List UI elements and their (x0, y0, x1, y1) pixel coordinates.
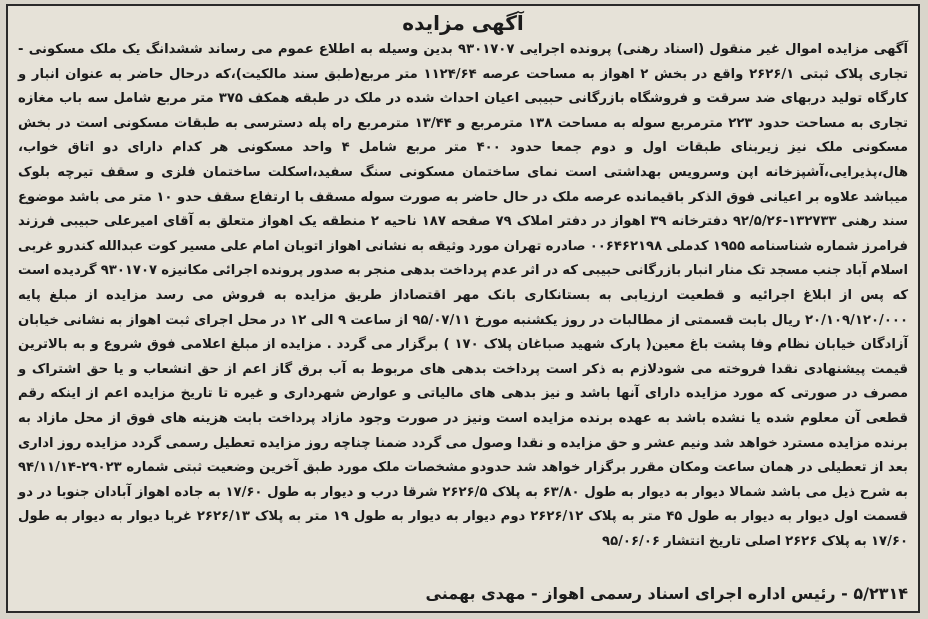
notice-title: آگهی مزایده (402, 11, 524, 35)
notice-signature: ۵/۲۳۱۴ - رئیس اداره اجرای اسناد رسمی اهواز - مهدی بهمنی (425, 584, 908, 603)
auction-notice (6, 4, 920, 613)
notice-body: آگهی مزایده اموال غیر منقول (اسناد رهنی) پرونده اجرایی ۹۳۰۱۷۰۷ بدین وسیله به اطلاع عموم می رساند ششدانگ یک ملک مسکونی - تجاری پلاک ثبتی ۲۶۲۶/۱ واقع در بخش ۲ اهواز به مساحت عرصه ۱۱۲۴/۶۴ متر مربع(طبق سند مالکیت)،که درحال حاضر به عنوان انبار و کارگاه تولید دربهای ضد سرقت و فروشگاه بازرگانی حبیبی اعیان احداث شده در ملک در طبقه همکف ۳۷۵ متر مربع شامل سه باب مغازه تجاری به مساحت حدود ۲۲۳ مترمربع سوله به مساحت ۱۳۸ مترمربع و ۱۳/۴۴ مترمربع راه پله دسترسی به طبقات مسکونی است در بخش مسکونی ملک نیز زیربنای طبقات اول و دوم جمعا حدود ۴۰۰ متر مربع شامل ۴ واحد مسکونی هر کدام دارای دو اتاق خواب، هال،پذیرایی،آشپزخانه اپن وسرویس بهداشتی است نمای ساختمان مسکونی سنگ سفید،اسکلت ساختمان فلزی و سقف تیرچه بلوک میباشد علاوه بر اعیانی فوق الذکر باقیمانده عرصه ملک در حال حاضر به صورت سوله مسقف با ارتفاع سقف حدو ۱۰ متر می باشد موضوع سند رهنی ۱۳۲۷۳۳-۹۲/۵/۲۶ دفترخانه ۳۹ اهواز در دفتر املاک ۷۹ صفحه ۱۸۷ ناحیه ۲ منطقه یک اهواز متعلق به آقای امیرعلی حبیبی فرزند فرامرز شماره شناسنامه ۱۹۵۵ کدملی ۰۰۶۴۶۲۱۹۸ صادره تهران مورد وثیقه به نشانی اهواز اتوبان امام علی مسیر کوت عبدالله کندرو غربی اسلام آباد جنب مسجد تک منار انبار بازرگانی حبیبی که در اثر عدم پرداخت بدهی منجر به صدور پرونده اجرائی مکانیزه ۹۳۰۱۷۰۷ گردیده است که پس از ابلاغ اجرائیه و قطعیت ارزیابی به بستانکاری بانک مهر اقتصاداز طریق مزایده به فروش می رسد مزایده از مبلغ پایه ۲۰/۱۰۹/۱۲۰/۰۰۰ ریال بابت قسمتی از مطالبات در روز یکشنبه مورخ ۹۵/۰۷/۱۱ از ساعت ۹ الی ۱۲ در محل اجرای ثبت اهواز به نشانی خیابان آزادگان خیابان نظام وفا پشت باغ معین( پارک شهید صباغان پلاک ۱۷۰ ) برگزار می گردد . مزایده از مبلغ اعلامی فوق شروع و به بالاترین قیمت پیشنهادی نقدا فروخته می شودلازم به ذکر است پرداخت بدهی های مربوط به آب برق گاز اعم از حق انشعاب و یا حق اشتراک و مصرف در صورتی که مورد مزایده دارای آنها باشد و نیز بدهی های مالیاتی و عوارض شهرداری و غیره تا تاریخ مزایده اعم از اینکه رقم قطعی آن معلوم شده یا نشده باشد به عهده برنده مزایده است ونیز در صورت وجود مازاد پرداخت بابت هزینه های فوق از محل مازاد به برنده مزایده مسترد خواهد شد ونیم عشر و حق مزایده و نقدا وصول می گردد ضمنا چناچه روز مزایده تعطیل رسمی گردد مزایده روز اداری بعد از تعطیلی در همان ساعت ومکان مقرر برگزار خواهد شد حدودو مشخصات ملک مورد طبق آخرین وضعیت ثبتی شماره ۲۹۰۲۳-۹۴/۱۱/۱۴ به شرح ذیل می باشد شمالا دیوار به دیوار به طول ۶۳/۸۰ به پلاک ۲۶۲۶/۵ شرقا درب و دیوار به طول ۱۷/۶۰ به جاده اهواز آبادان جنوبا در دو قسمت اول دیوار به دیوار به طول ۴۵ متر به پلاک ۲۶۲۶/۱۲ دوم دیوار به دیوار به طول ۱۹ متر به پلاک ۲۶۲۶/۱۳ غربا دیوار به دیوار به طول ۱۷/۶۰ به پلاک ۲۶۲۶ اصلی تاریخ انتشار ۹۵/۰۶/۰۶ (18, 42, 909, 549)
